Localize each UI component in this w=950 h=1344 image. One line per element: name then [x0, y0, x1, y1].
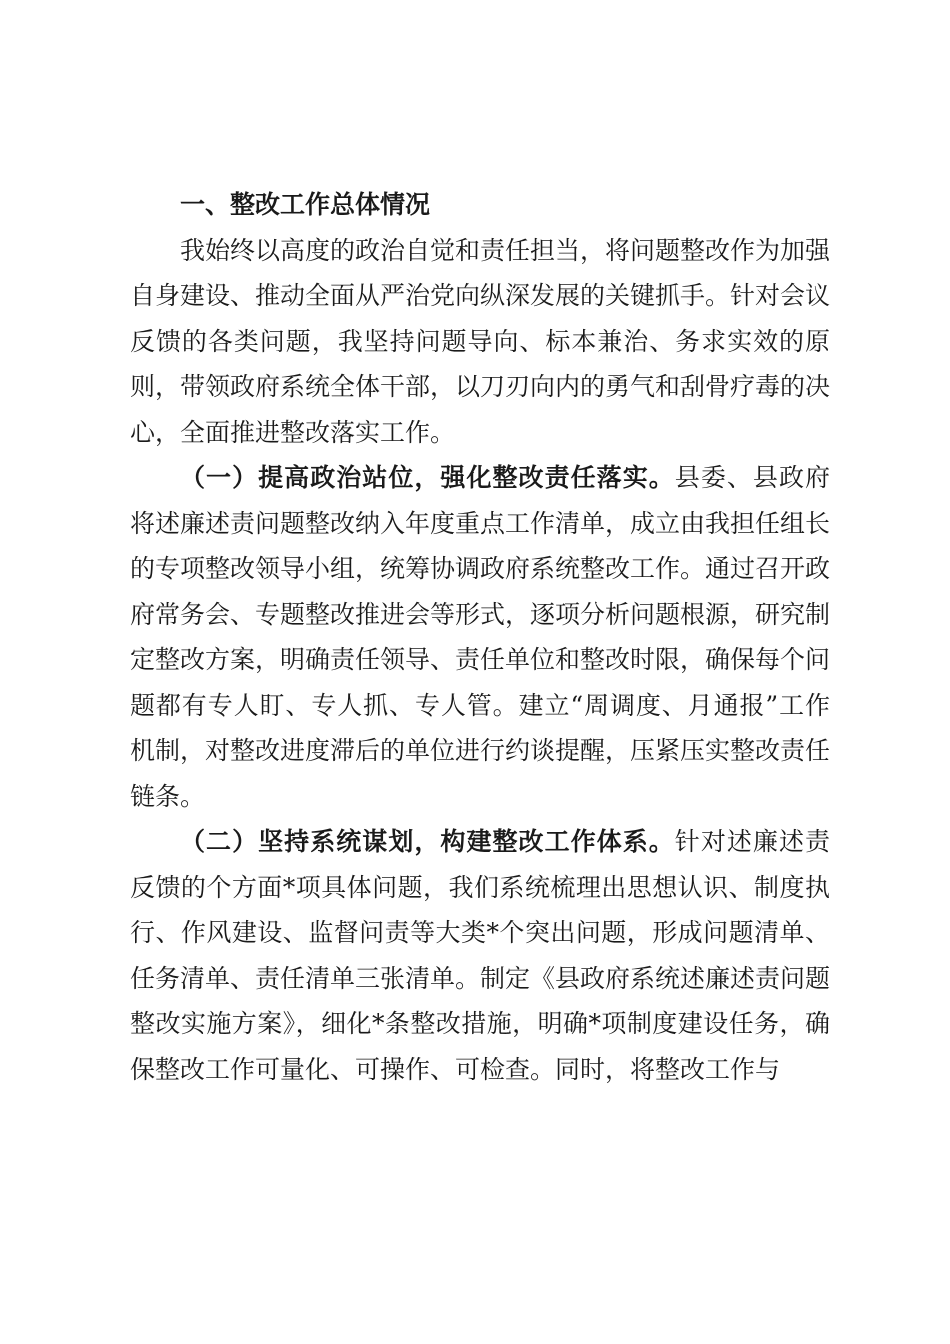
section-paragraph-2 [130, 819, 830, 1092]
section-lead-1: （一）提高政治站位，强化整改责任落实。 [180, 463, 675, 492]
intro-paragraph: 我始终以高度的政治自觉和责任担当，将问题整改作为加强自身建设、推动全面从严治党向纵深发展的关键抓手。针对会议反馈的各类问题，我坚持问题导向、标本兼治、务求实效的原则，带领政府系统全体干部，以刀刃向内的勇气和刮骨疗毒的决心，全面推进整改落实工作。 [130, 235, 831, 447]
section-body-1: 县委、县政府将述廉述责问题整改纳入年度重点工作清单，成立由我担任组长的专项整改领导小组，统筹协调政府系统整改工作。通过召开政府常务会、专题整改推进会等形式，逐项分析问题根源，研究制定整改方案，明确责任领导、责任单位和整改时限，确保每个问题都有专人盯、专人抓、专人管。建立“周调度、月通报”工作机制，对整改进度滞后的单位进行约谈提醒，压紧压实整改责任链条。 [130, 463, 831, 811]
section-body-2: 针对述廉述责反馈的个方面*项具体问题，我们系统梳理出思想认识、制度执行、作风建设、监督问责等大类*个突出问题，形成问题清单、任务清单、责任清单三张清单。制定《县政府系统述廉述责问题整改实施方案》，细化*条整改措施，明确*项制度建设任务，确保整改工作可量化、可操作、可检查。同时，将整改工作与 [130, 827, 831, 1084]
document-body [130, 182, 830, 1092]
section-paragraph-1 [130, 455, 830, 819]
section-lead-2: （二）坚持系统谋划，构建整改工作体系。 [180, 827, 675, 856]
section-heading: 一、整改工作总体情况 [180, 190, 431, 219]
